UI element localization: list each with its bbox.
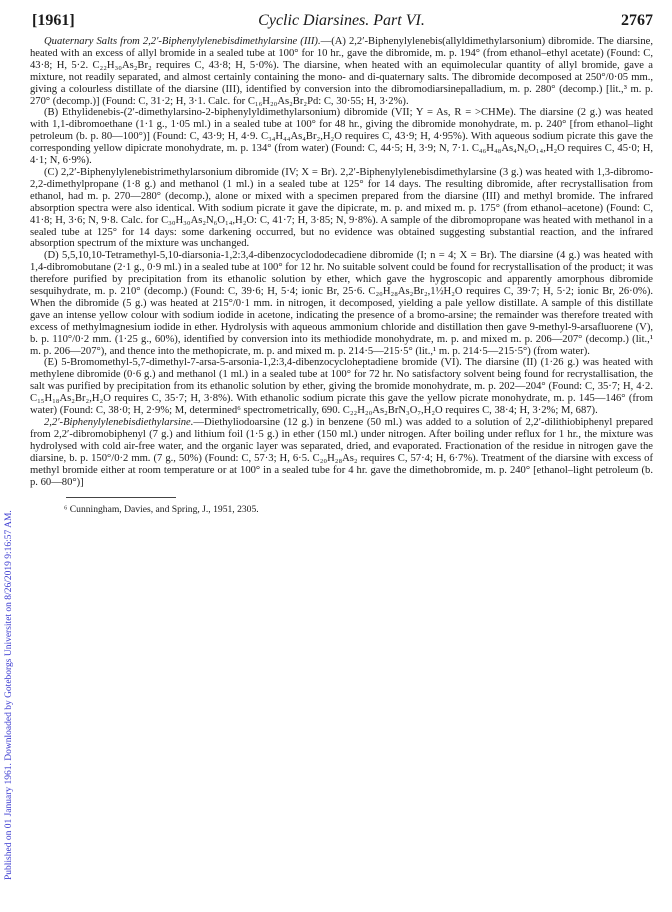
page-header — [30, 10, 653, 36]
paragraph-text: (E) 5-Bromomethyl-5,7-dimethyl-7-arsa-5-arsonia-1,2:3,4-dibenzocycloheptadiene bromide (VI). The diarsine (II) (1·26 g.) was heated with methylene dibromide (0·6 g.) and methanol (1 ml.) in a sealed tube at 100° for 72 hr. No satisfactory solvent being found for recrystallisation, the salt was purified by precipitation from its ethanolic solution by ether, giving the bromide monohydrate, m. p. 202—204° (Found: C, 35·7; H, 4·2. C₁₅H₁₈As₂Br₂,H₂O requires C, 35·7; H, 3·8%). With ethanolic sodium picrate this gave the yellow picrate monohydrate, m. p. 145—146° (from water) (Found: C, 38·0; H, 2·9%; M, determined⁶ spectrometrically, 690. C₂₂H₂₀As₂BrN₃O₇,H₂O requires C, 38·4; H, 3·2%; M, 687). — [30, 357, 653, 417]
page-number: 2767 — [621, 12, 653, 29]
paragraph-d — [30, 250, 653, 357]
year-label: [1961] — [32, 12, 75, 29]
paragraph-e — [30, 357, 653, 417]
section-heading: 2,2′-Biphenylylenebisdiethylarsine. — [44, 417, 194, 428]
paragraph-c — [30, 167, 653, 250]
paragraph-text: (C) 2,2′-Biphenylylenebistrimethylarsonium dibromide (IV; X = Br). 2,2′-Biphenylylenebisdimethylarsine (3 g.) was heated with 1,3-dibromo-2,2-dimethylpropane (1·8 g.) and methanol (1 ml.) in a sealed tube at 125° for 14 days. The resulting dibromide, after recrystallisation from ethanol, had m. p. 270—280° (decomp.), alone or mixed with a specimen prepared from the diarsine (III) and methyl bromide. The infrared absorption spectra were also identical. With sodium picrate it gave the dipicrate, m. p. and mixed m. p. 175° (from ethanol–acetone) (Found: C, 41·8; H, 3·6; N, 9·8. Calc. for C₃₀H₃₀As₂N₆O₁₄,H₂O: C, 41·7; H, 3·85; N, 9·8%). A sample of the dibromopropane was heated with methanol in a sealed tube at 125° for 14 days: some darkening occurred, but no evidence was obtained suggesting substantial reaction, and the infrared absorption spectrum of the mixture was unchanged. — [30, 166, 653, 250]
paragraph-quaternary-salts — [30, 36, 653, 107]
footnote-divider — [66, 497, 176, 498]
paragraph-text: —Diethyliodoarsine (12 g.) in benzene (50 ml.) was added to a solution of 2,2′-dilithiobiphenyl prepared from 2,2′-dibromobiphenyl (7 g.) and lithium foil (1·5 g.) in ether (150 ml.) under nitrogen. After boiling under reflux for 1 hr., the mixture was hydrolysed with cold air-free water, and the organic layer was separated, dried, and evaporated. Fractionation of the residue in nitrogen gave the diarsine, b. p. 150°/0·2 mm. (7 g., 50%) (Found: C, 57·3; H, 6·5. C₂₀H₂₈As₂ requires C, 57·4; H, 6·7%). Treatment of the diarsine with excess of methyl bromide either at room temperature or at 100° in a sealed tube for 4 hr. gave the dimethobromide, m. p. 240° [ethanol–light petroleum (b. p. 60—80°)] — [30, 417, 653, 488]
paragraph-b — [30, 107, 653, 167]
sidebar-notice: Published on 01 January 1961. Downloaded by Goteborgs Universitet on 8/26/2019 9:16:57 AM. — [4, 510, 14, 880]
running-title: Cyclic Diarsines. Part VI. — [258, 12, 425, 29]
body-text — [30, 36, 653, 488]
paragraph-text: (B) Ethylidenebis-(2′-dimethylarsino-2-biphenylyldimethylarsonium) dibromide (VII; Y = As, R = >CHMe). The diarsine (2 g.) was heated with 1,1-dibromoethane (1·1 g., 1·05 ml.) in a sealed tube at 100° for 48 hr., giving the dibromide monohydrate, m. p. 240° [from ethanol–light petroleum (b. p. 80—100°)] (Found: C, 43·9; H, 4·9. C₃₄H₄₄As₄Br₂,H₂O requires C, 43·9; H, 4·95%). With aqueous sodium picrate this gave the corresponding yellow dipicrate monohydrate, m. p. 134° (from water) (Found: C, 44·5; H, 3·9; N, 7·1. C₄₆H₄₈As₄N₆O₁₄,H₂O requires C, 45·0; H, 4·1; N, 6·9%). — [30, 107, 653, 167]
section-heading: Quaternary Salts from 2,2′-Biphenylylenebisdimethylarsine (III). — [44, 36, 321, 47]
paragraph-text: —(A) 2,2′-Biphenylylenebis(allyldimethylarsonium) dibromide. The diarsine, heated with an excess of allyl bromide in a sealed tube at 100° for 10 hr., gave the dibromide, m. p. 194° (from ethanol–ethyl acetate) (Found: C, 43·8; H, 5·2. C₂₂H₃₀As₂Br₂ requires C, 43·8; H, 5·0%). The diarsine, when heated with an equimolecular quantity of allyl bromide, gave a mixture, not readily separated, and almost certainly containing the mono- and di-quaternary salts. The dibromide decomposed at 250°/0·05 mm., giving a colourless distillate of the diarsine (III), identified by conversion into the dibromodiarsinepalladium, m. p. 280° (decomp.) [lit.,³ m. p. 270° (decomp.)] (Found: C, 31·2; H, 3·1. Calc. for C₁₆H₂₀As₂Br₂Pd: C, 30·55; H, 3·2%). — [30, 36, 653, 107]
page — [30, 10, 653, 515]
publication-sidebar — [0, 0, 22, 912]
paragraph-text: (D) 5,5,10,10-Tetramethyl-5,10-diarsonia-1,2:3,4-dibenzocyclododecadiene dibromide (I; n = 4; X = Br). The diarsine (4 g.) was heated with 1,4-dibromobutane (2·1 g., 0·9 ml.) in a sealed tube at 100° for 12 hr. No suitable solvent could be found for recrystallisation of the product; it was therefore purified by precipitation from its ethanolic solution by ether, which gave the hygroscopic and apparently amorphous dibromide sesquihydrate, m. p. 210° (decomp.) (Found: C, 39·6; H, 5·4; ionic Br, 25·6. C₂₀H₂₈As₂Br₂,1½H₂O requires C, 39·7; H, 5·2; ionic Br, 26·0%). When the dibromide (5 g.) was heated at 215°/0·1 mm. in nitrogen, it decomposed, yielding a pale yellow distillate. A sample of this distillate gave an intense yellow colour with sodium iodide in acetone, indicating the presence of a bromo-arsine; the remainder was therefore treated with excess of methylmagnesium iodide in ether. Hydrolysis with aqueous ammonium chloride and distillation then gave 9-methyl-9-arsafluorene (V), b. p. 110°/0·2 mm. (1·25 g., 60%), identified by conversion into its methiodide monohydrate, m. p. and mixed m. p. 206—207° (decomp.) (lit.,¹ m. p. 206—207°), and thence into the methopicrate, m. p. and mixed m. p. 214·5—215·5° (lit.,¹ m. p. 214·5—215·5°) (from water). — [30, 250, 653, 357]
paragraph-diethylarsine — [30, 417, 653, 488]
footnote: ⁶ Cunningham, Davies, and Spring, J., 1951, 2305. — [64, 504, 259, 516]
